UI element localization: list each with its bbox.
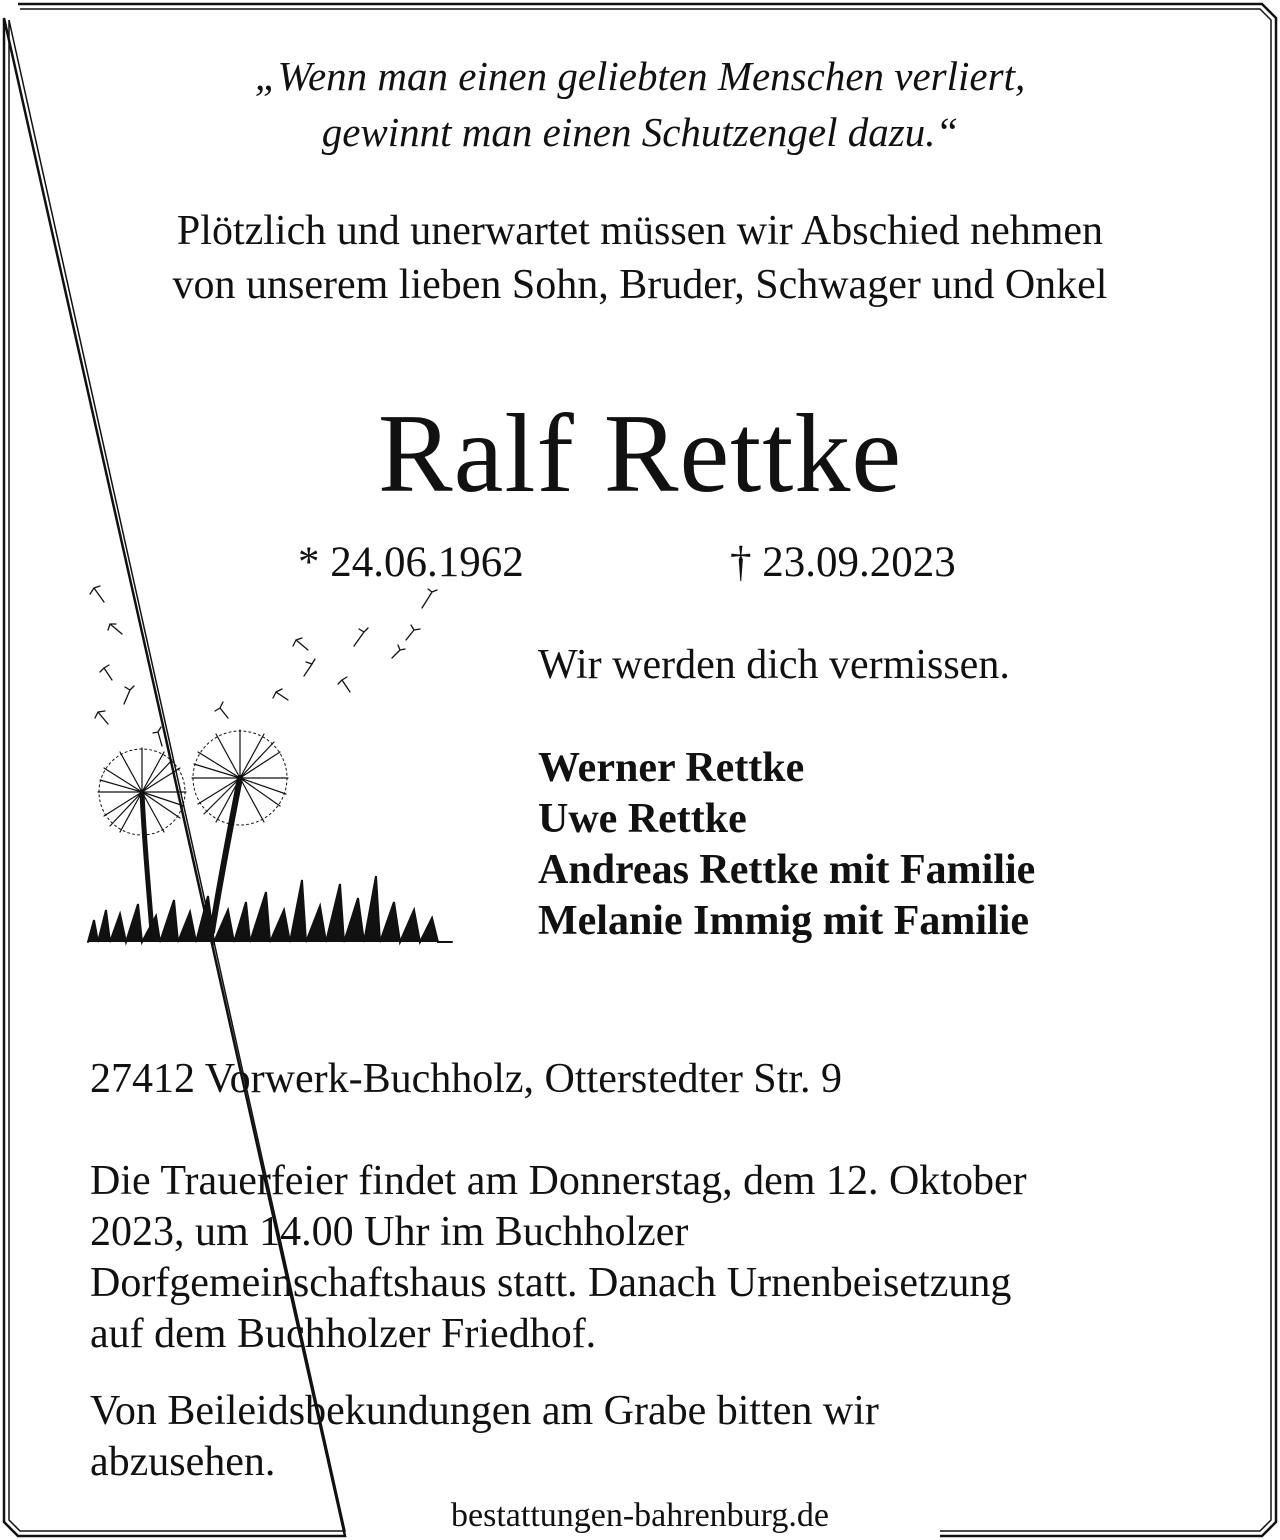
mourner-name: Andreas Rettke mit Familie: [538, 847, 1036, 893]
quote-line-1: „Wenn man einen geliebten Menschen verliert,: [254, 53, 1026, 99]
mourner-name: Melanie Immig mit Familie: [538, 898, 1030, 944]
ceremony-line: Die Trauerfeier findet am Donnerstag, dem 12. Oktober: [90, 1158, 1027, 1204]
address: 27412 Vorwerk-Buchholz, Otterstedter Str. 9: [90, 1056, 843, 1102]
quote-line-2: gewinnt man einen Schutzengel dazu.“: [321, 109, 959, 155]
condolence-text: [90, 1386, 879, 1488]
ceremony-line: Dorfgemeinschaftshaus statt. Danach Urnenbeisetzung: [90, 1260, 1012, 1306]
birth-date: * 24.06.1962: [298, 539, 524, 586]
mourners-list: [538, 743, 1035, 947]
intro-line-1: Plötzlich und unerwartet müssen wir Abschied nehmen: [176, 208, 1104, 254]
ceremony-text: [90, 1156, 1027, 1360]
condolence-line: Von Beileidsbekundungen am Grabe bitten wir: [90, 1388, 879, 1434]
deceased-name: Ralf Rettke: [377, 392, 903, 516]
dandelion-icon: [80, 580, 460, 950]
intro-line-2: von unserem lieben Sohn, Bruder, Schwager und Onkel: [172, 262, 1108, 308]
ceremony-line: auf dem Buchholzer Friedhof.: [90, 1311, 597, 1357]
farewell-text: Wir werden dich vermissen.: [538, 642, 1010, 688]
footer-url: bestattungen-bahrenburg.de: [451, 1497, 829, 1534]
death-date: † 23.09.2023: [730, 539, 956, 586]
mourner-name: Werner Rettke: [538, 745, 805, 791]
ceremony-line: 2023, um 14.00 Uhr im Buchholzer: [90, 1209, 689, 1255]
mourner-name: Uwe Rettke: [538, 796, 747, 842]
condolence-line: abzusehen.: [90, 1439, 276, 1485]
